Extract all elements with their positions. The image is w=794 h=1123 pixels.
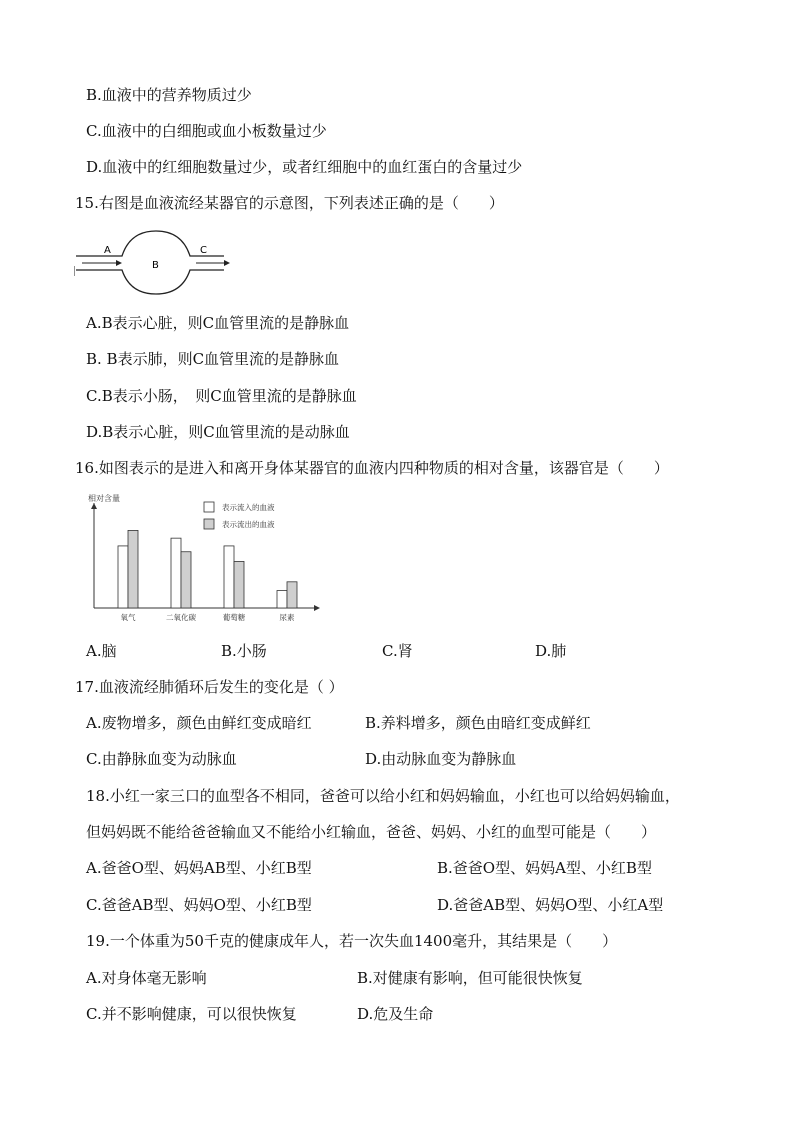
bar: [287, 582, 297, 608]
bar: [181, 552, 191, 608]
label-c: C: [200, 245, 207, 256]
question-18-option-c: C.爸爸AB型、妈妈O型、小红B型: [86, 896, 312, 914]
option-line: C.血液中的白细胞或血小板数量过少: [86, 122, 327, 140]
question-17-option-b: B.养料增多，颜色由暗红变成鲜红: [365, 714, 591, 732]
question-18-option-a: A.爸爸O型、妈妈AB型、小红B型: [86, 859, 312, 877]
question-19-option-c: C.并不影响健康，可以很快恢复: [86, 1005, 297, 1023]
legend-label: 表示流入的血液: [222, 503, 275, 512]
bar: [128, 530, 138, 608]
legend-swatch: [204, 519, 214, 529]
question-17-option-d: D.由动脉血变为静脉血: [365, 750, 517, 768]
legend-label: 表示流出的血液: [222, 520, 275, 529]
bar: [277, 591, 287, 608]
x-tick-label: 尿素: [279, 613, 295, 622]
y-axis-arrow-icon: [91, 503, 97, 509]
y-axis-label: 相对含量: [88, 494, 120, 503]
bar: [234, 561, 244, 608]
question-17-option-c: C.由静脉血变为动脉血: [86, 750, 237, 768]
label-a: A: [104, 245, 111, 256]
option-line: D.血液中的红细胞数量过少，或者红细胞中的血红蛋白的含量过少: [86, 158, 523, 176]
question-18-stem-1: 18.小红一家三口的血型各不相同，爸爸可以给小红和妈妈输血，小红也可以给妈妈输血，: [86, 787, 680, 805]
x-tick-label: 二氧化碳: [166, 613, 196, 622]
question-19-option-b: B.对健康有影响，但可能很快恢复: [357, 969, 583, 987]
legend-swatch: [204, 502, 214, 512]
question-15-option-c: C.B表示小肠， 则C血管里流的是静脉血: [86, 387, 357, 405]
option-line: B.血液中的营养物质过少: [86, 86, 252, 104]
x-axis-arrow-icon: [314, 605, 320, 611]
question-16-option-b: B.小肠: [221, 642, 267, 660]
question-15-stem: 15.右图是血液流经某器官的示意图，下列表述正确的是（ ）: [75, 194, 504, 212]
bar: [118, 546, 128, 608]
question-15-option-a: A.B表示心脏，则C血管里流的是静脉血: [86, 314, 350, 332]
question-19-option-a: A.对身体毫无影响: [86, 969, 207, 987]
question-19-stem: 19.一个体重为50千克的健康成年人，若一次失血1400毫升，其结果是（ ）: [86, 932, 618, 950]
question-15-option-d: D.B表示心脏，则C血管里流的是动脉血: [86, 423, 350, 441]
substance-bar-chart: [80, 493, 325, 633]
x-tick-label: 氧气: [120, 613, 136, 622]
bar: [171, 538, 181, 608]
question-16-option-d: D.肺: [535, 642, 567, 660]
question-17-stem: 17.血液流经肺循环后发生的变化是（ ）: [75, 678, 344, 696]
question-16-option-c: C.肾: [382, 642, 413, 660]
question-16-option-a: A.脑: [86, 642, 117, 660]
question-18-option-b: B.爸爸O型、妈妈A型、小红B型: [437, 859, 652, 877]
question-17-option-a: A.废物增多，颜色由鲜红变成暗红: [86, 714, 312, 732]
bar: [224, 546, 234, 608]
organ-diagram: [74, 228, 234, 298]
question-15-option-b: B. B表示肺，则C血管里流的是静脉血: [86, 350, 340, 368]
question-16-stem: 16.如图表示的是进入和离开身体某器官的血液内四种物质的相对含量，该器官是（ ）: [75, 459, 669, 477]
question-19-option-d: D.危及生命: [357, 1005, 434, 1023]
question-18-option-d: D.爸爸AB型、妈妈O型、小红A型: [437, 896, 664, 914]
question-18-stem-2: 但妈妈既不能给爸爸输血又不能给小红输血，爸爸、妈妈、小红的血型可能是（ ）: [86, 823, 657, 841]
label-b: B: [152, 260, 159, 271]
x-tick-label: 葡萄糖: [222, 613, 246, 622]
